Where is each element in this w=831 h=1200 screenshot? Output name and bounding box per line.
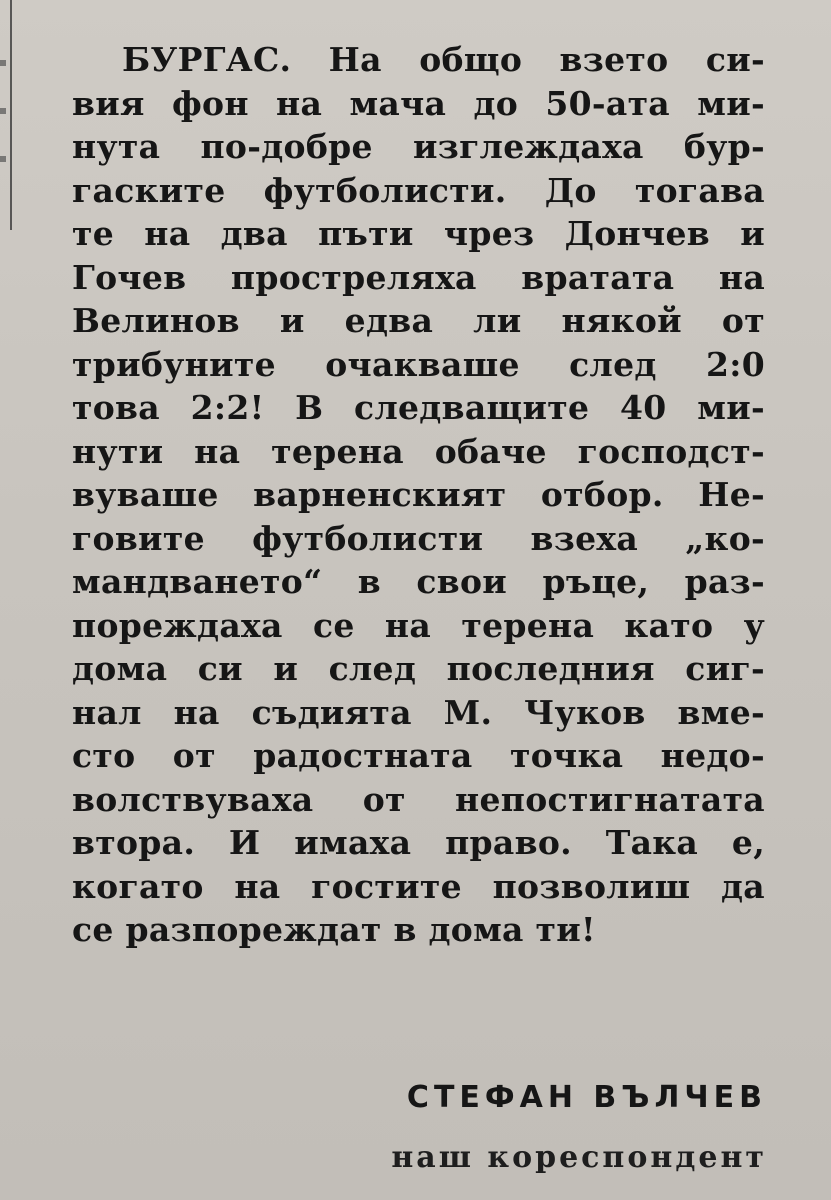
left-edge-marks <box>0 60 6 180</box>
article-line: волствуваха от непостигнатата <box>72 779 765 819</box>
article-line: нути на терена обаче господст- <box>72 431 765 471</box>
article-line: трибуните очакваше след 2:0 <box>72 344 765 384</box>
article-line: БУРГАС. На общо взето си- <box>122 40 765 79</box>
article-line: втора. И имаха право. Така е, <box>72 823 765 862</box>
article-line: Велинов и едва ли някой от <box>72 301 765 340</box>
article-line: вия фон на мача до 50-ата ми- <box>72 83 765 123</box>
article-line: това 2:2! В следващите 40 ми- <box>72 388 765 427</box>
column-rule <box>10 0 12 230</box>
article-line: пореждаха се на терена като у <box>72 605 765 645</box>
author-title: наш кореспондент <box>391 1140 767 1175</box>
article-line: сто от радостната точка недо- <box>72 736 765 775</box>
article-body <box>72 38 772 952</box>
article-line: Гочев простреляха вратата на <box>72 257 765 297</box>
article-line: мандването“ в свои ръце, раз- <box>72 562 765 601</box>
article-line: гаските футболисти. До тогава <box>72 170 765 210</box>
article-line: те на два пъти чрез Дончев и <box>72 214 765 253</box>
article-line: когато на гостите позволиш да <box>72 866 765 906</box>
article-line: нута по-добре изглеждаха бур- <box>72 127 765 166</box>
author-name: СТЕФАН ВЪЛЧЕВ <box>406 1080 767 1115</box>
article-line: се разпореждат в дома ти! <box>72 910 596 949</box>
article-line: нал на съдията М. Чуков вме- <box>72 692 765 732</box>
article-line: говите футболисти взеха „ко- <box>72 518 765 558</box>
article-line: дома си и след последния сиг- <box>72 649 765 688</box>
article-line: вуваше варненският отбор. Не- <box>72 475 765 514</box>
